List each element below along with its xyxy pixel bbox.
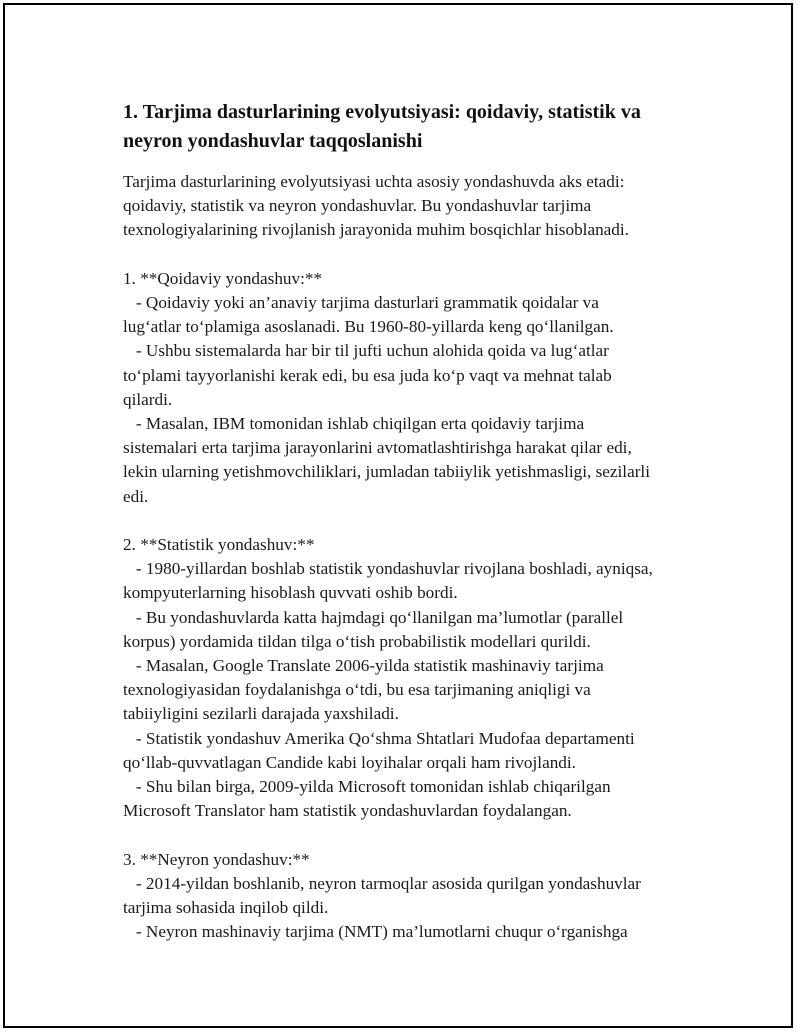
text-line: tabiiyligini sezilarli darajada yaxshiladi. (123, 704, 399, 724)
text-line: texnologiyalarining rivojlanish jarayonida muhim bosqichlar hisoblanadi. (123, 220, 629, 240)
text-line: - Qoidaviy yoki an’anaviy tarjima dasturlari grammatik qoidalar va (123, 293, 599, 313)
text-line: 1. **Qoidaviy yondashuv:** (123, 268, 323, 288)
document-title: 1. Tarjima dasturlarining evolyutsiyasi: qoidaviy, statistik va neyron yondashuvlar taqqoslanishi (123, 101, 641, 152)
text-line: - Ushbu sistemalarda har bir til jufti uchun alohida qoida va lug‘atlar (123, 341, 609, 361)
text-line: sistemalari erta tarjima jarayonlarini avtomatlashtirishga harakat qilar edi, (123, 438, 632, 458)
blank-line (123, 243, 713, 267)
text-line: qo‘llab-quvvatlagan Candide kabi loyihalar orqali ham rivojlandi. (123, 752, 576, 772)
text-line: - Masalan, IBM tomonidan ishlab chiqilgan erta qoidaviy tarjima (123, 414, 585, 434)
text-line: edi. (123, 486, 149, 506)
document-content (123, 98, 713, 945)
text-line: - Statistik yondashuv Amerika Qo‘shma Shtatlari Mudofaa departamenti (123, 728, 635, 748)
text-line: to‘plami tayyorlanishi kerak edi, bu esa juda ko‘p vaqt va mehnat talab (123, 365, 612, 385)
text-line: - Shu bilan birga, 2009-yilda Microsoft tomonidan ishlab chiqarilgan (123, 777, 611, 797)
text-line: - Masalan, Google Translate 2006-yilda statistik mashinaviy tarjima (123, 656, 604, 676)
text-line: Microsoft Translator ham statistik yondashuvlardan foydalangan. (123, 801, 572, 821)
text-line: lekin ularning yetishmovchiliklari, jumladan tabiiylik yetishmasligi, sezilarli (123, 462, 650, 482)
text-line: lug‘atlar to‘plamiga asoslanadi. Bu 1960-80-yillarda keng qo‘llanilgan. (123, 317, 614, 337)
document-body (123, 170, 713, 945)
text-line: - 2014-yildan boshlanib, neyron tarmoqlar asosida qurilgan yondashuvlar (123, 873, 641, 893)
text-line: 2. **Statistik yondashuv:** (123, 535, 315, 555)
text-line: kompyuterlarning hisoblash quvvati oshib bordi. (123, 583, 458, 603)
text-line: - Bu yondashuvlarda katta hajmdagi qo‘llanilgan ma’lumotlar (parallel (123, 607, 624, 627)
text-line: 3. **Neyron yondashuv:** (123, 849, 310, 869)
text-line: - 1980-yillardan boshlab statistik yondashuvlar rivojlana boshladi, ayniqsa, (123, 559, 653, 579)
text-line: - Neyron mashinaviy tarjima (NMT) ma’lumotlarni chuqur o‘rganishga (123, 922, 628, 942)
text-line: qilardi. (123, 389, 173, 409)
blank-line (123, 509, 713, 533)
text-line: korpus) yordamida tildan tilga o‘tish probabilistik modellari qurildi. (123, 631, 591, 651)
page-frame (3, 3, 793, 1028)
text-line: qoidaviy, statistik va neyron yondashuvlar. Bu yondashuvlar tarjima (123, 196, 592, 216)
text-line: texnologiyasidan foydalanishga o‘tdi, bu esa tarjimaning aniqligi va (123, 680, 591, 700)
text-line: tarjima sohasida inqilob qildi. (123, 898, 329, 918)
text-line: Tarjima dasturlarining evolyutsiyasi uchta asosiy yondashuvda aks etadi: (123, 172, 625, 191)
blank-line (123, 823, 713, 847)
